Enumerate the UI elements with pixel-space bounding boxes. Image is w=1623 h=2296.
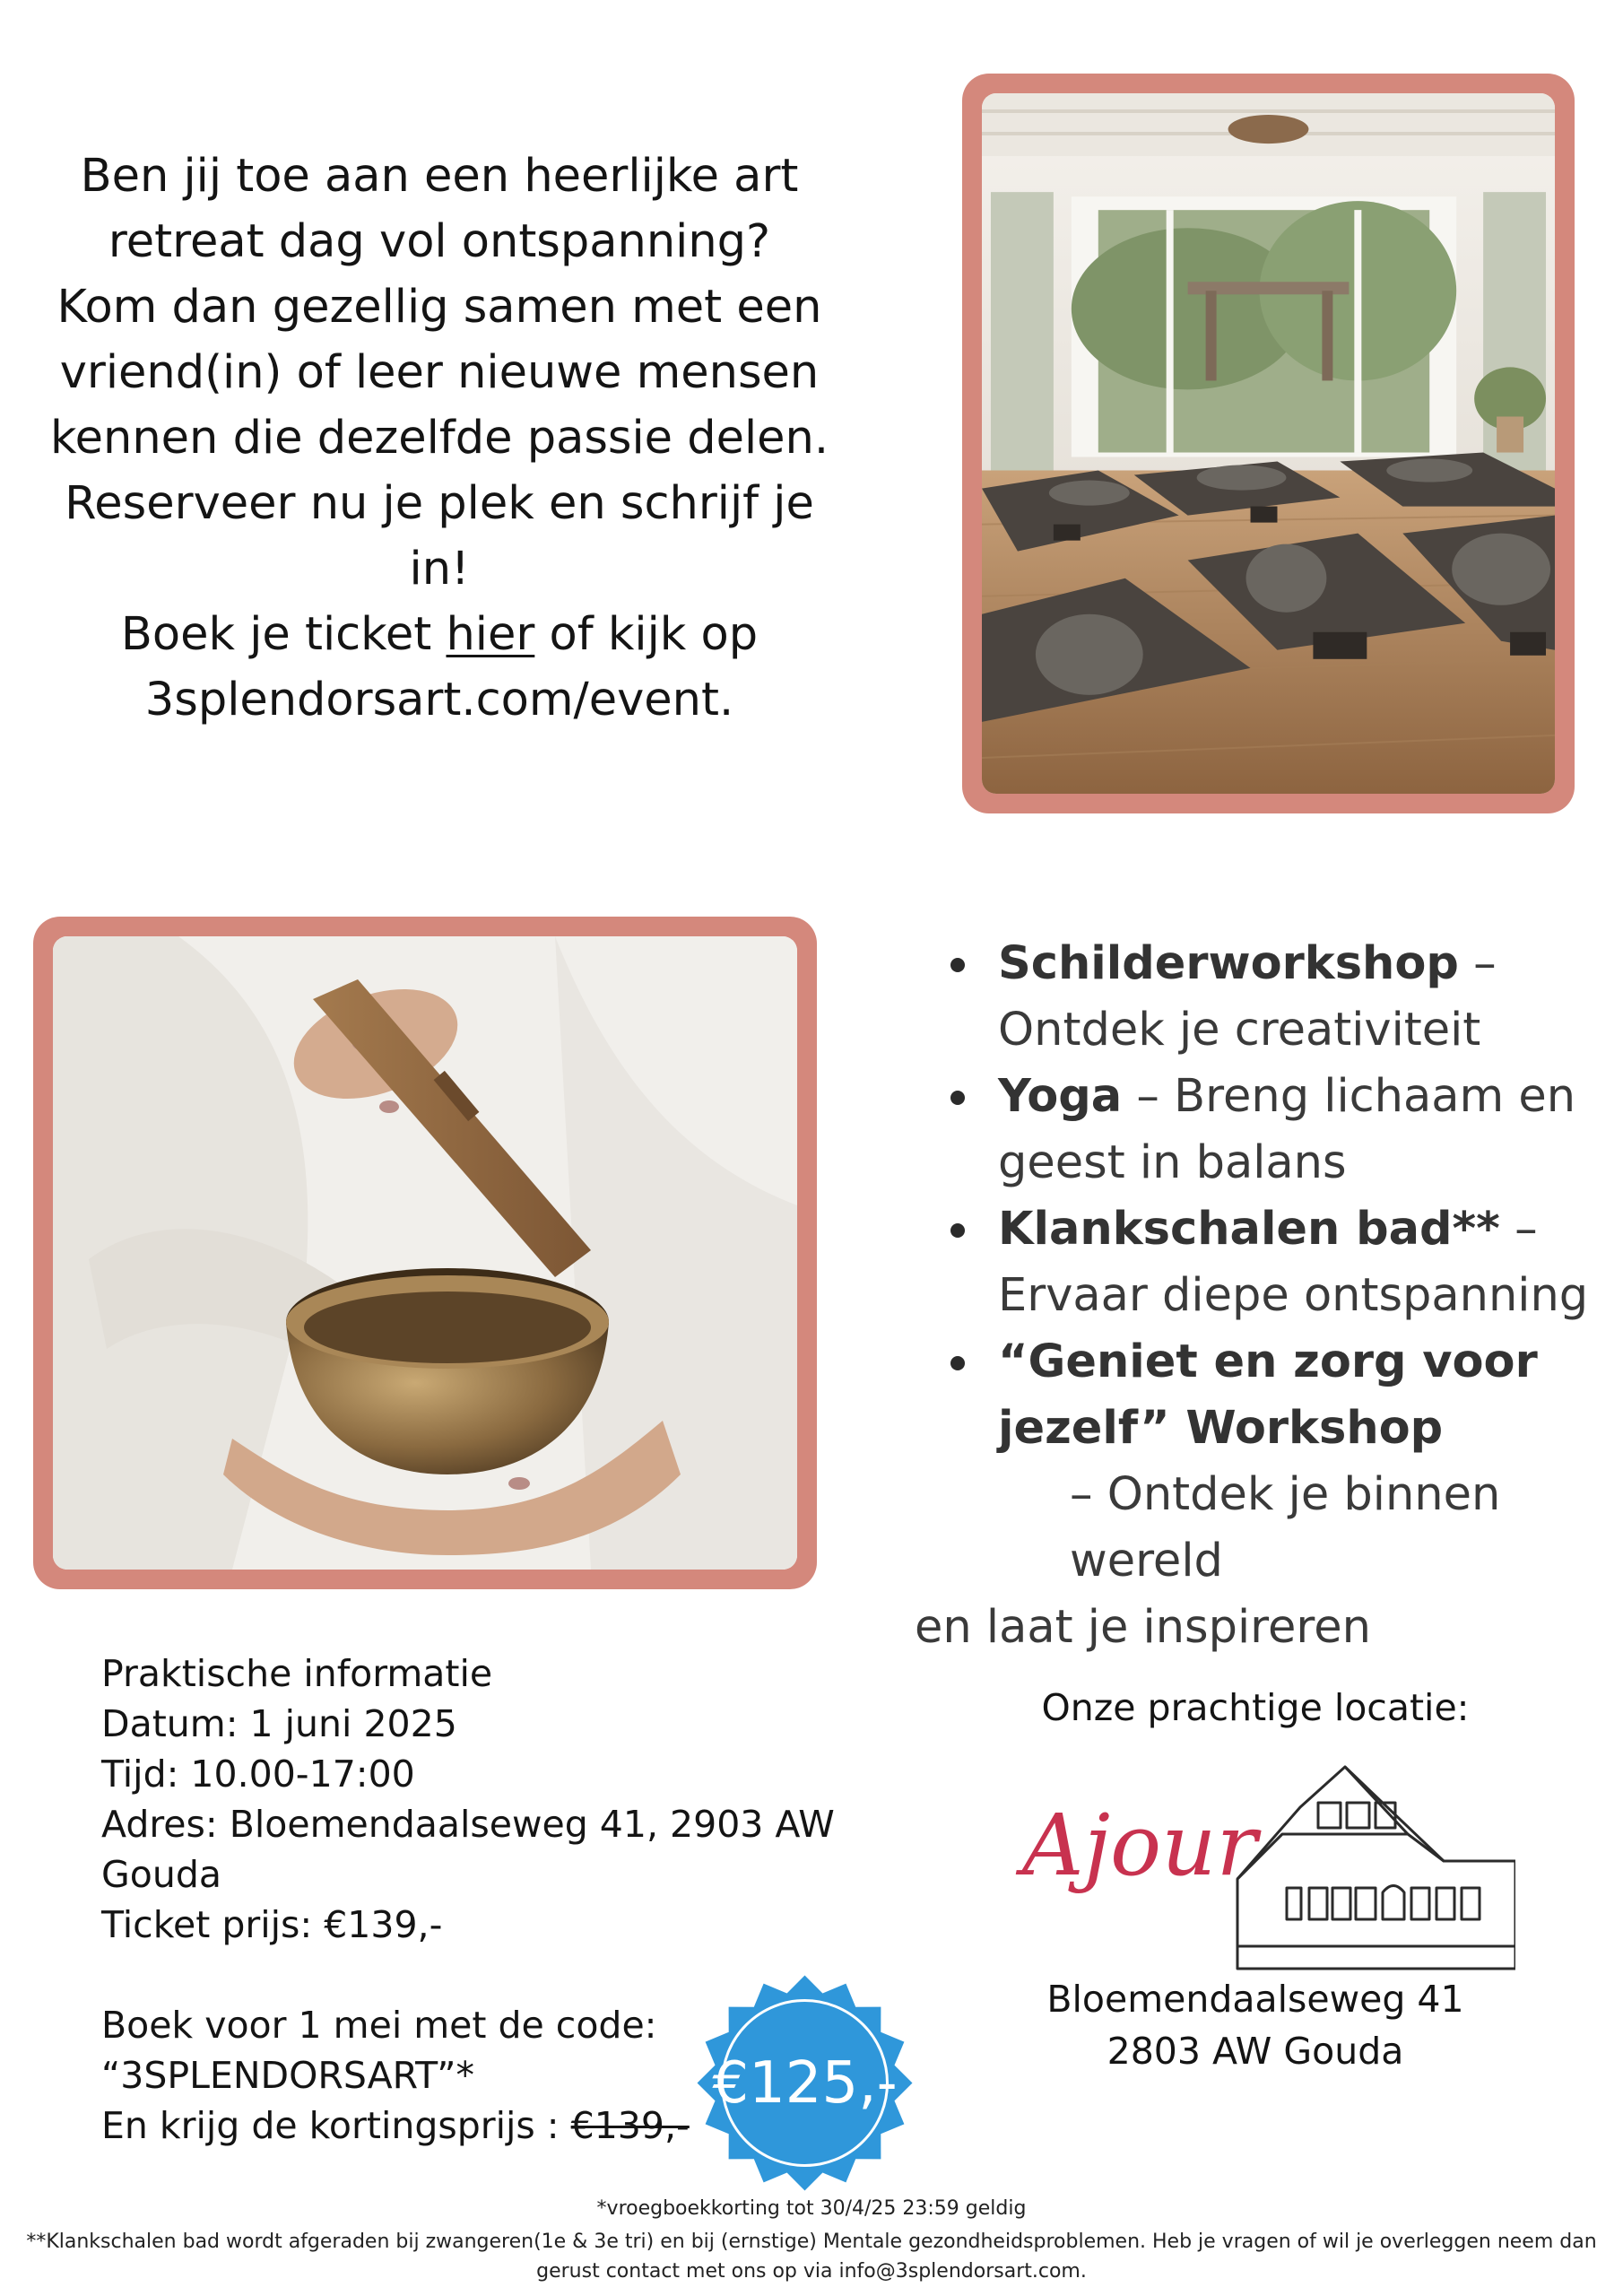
ajour-logo	[1013, 1753, 1515, 1973]
intro-line: vriend(in) of leer nieuwe mensen	[59, 346, 820, 399]
activity-title: Schilderworkshop	[998, 937, 1459, 990]
footnote-warning	[9, 2227, 1614, 2286]
intro-line: in!	[409, 543, 470, 596]
location-address	[1004, 1973, 1506, 2077]
location-city: 2803 AW Gouda	[1107, 2030, 1404, 2073]
yoga-room-photo-frame	[962, 74, 1575, 813]
info-time: Tijd: 10.00-17:00	[101, 1752, 415, 1796]
location-title: Onze prachtige locatie:	[1041, 1686, 1470, 1729]
activity-description: – Ontdek je binnen wereld	[1070, 1468, 1501, 1587]
activity-title: “Geniet en zorg voor jezelf” Workshop	[998, 1335, 1538, 1455]
discount-prefix: En krijg de kortingsprijs :	[101, 2104, 571, 2147]
info-address: Adres: Bloemendaalseweg 41, 2903 AW Gouda	[101, 1803, 835, 1896]
footnote-warning-line: gerust contact met ons op via info@3splendorsart.com.	[536, 2260, 1087, 2283]
location-street: Bloemendaalseweg 41	[1046, 1978, 1464, 2021]
activity-separator: –	[1458, 937, 1497, 990]
activities-list	[915, 931, 1605, 1661]
discount-code: “3SPLENDORSART”*	[101, 2054, 475, 2097]
singing-bowl-photo-frame	[33, 917, 817, 1589]
footnote-early-bird: *vroegboekkorting tot 30/4/25 23:59 geldig	[596, 2197, 1027, 2220]
list-item	[915, 1196, 1605, 1329]
price-badge	[695, 1973, 915, 2193]
activity-separator: –	[1499, 1203, 1538, 1256]
info-heading: Praktische informatie	[101, 1652, 493, 1695]
intro-line: retreat dag vol ontspanning?	[108, 215, 771, 268]
intro-line: Kom dan gezellig samen met een	[56, 281, 822, 334]
ajour-logo-text: Ajour	[1022, 1796, 1257, 1895]
info-date: Datum: 1 juni 2025	[101, 1702, 457, 1745]
intro-text	[36, 144, 843, 733]
book-line	[36, 602, 843, 667]
singing-bowl-illustration	[53, 936, 797, 1570]
website-text: 3splendorsart.com/event.	[144, 674, 734, 726]
list-item	[915, 931, 1605, 1064]
activity-description: Ontdek je creativiteit	[998, 1004, 1481, 1057]
early-bird-line: Boek voor 1 mei met de code:	[101, 2004, 657, 2047]
intro-line: Reserveer nu je plek en schrijf je	[65, 477, 814, 530]
footnote-warning-line: **Klankschalen bad wordt afgeraden bij zwangeren(1e & 3e tri) en bij (ernstige) Mentale gezondheidsproblemen. Heb je vragen of wil je overleggen neem dan	[26, 2231, 1597, 2253]
discount-price: €125,-	[712, 2049, 898, 2117]
intro-line: Ben jij toe aan een heerlijke art	[80, 150, 799, 203]
old-price: €139,-	[570, 2104, 690, 2147]
list-item	[915, 1329, 1605, 1661]
intro-line: kennen die dezelfde passie delen.	[49, 412, 829, 465]
activity-description: Ervaar diepe ontspanning	[998, 1269, 1589, 1322]
ajour-house-logo	[1013, 1753, 1515, 1973]
activity-description: Breng lichaam en geest in balans	[998, 1070, 1576, 1189]
activity-title: Klankschalen bad**	[998, 1203, 1500, 1256]
activity-separator: –	[1122, 1070, 1159, 1123]
book-suffix: of kijk op	[534, 608, 759, 661]
yoga-room-illustration	[982, 93, 1555, 794]
list-item	[915, 1064, 1605, 1196]
yoga-room-photo	[982, 93, 1555, 794]
activity-description: en laat je inspireren	[915, 1601, 1371, 1654]
info-price: Ticket prijs: €139,-	[101, 1903, 443, 1946]
activity-title: Yoga	[998, 1070, 1123, 1123]
book-link[interactable]: hier	[446, 608, 535, 661]
book-prefix: Boek je ticket	[120, 608, 447, 661]
singing-bowl-photo	[53, 936, 797, 1570]
